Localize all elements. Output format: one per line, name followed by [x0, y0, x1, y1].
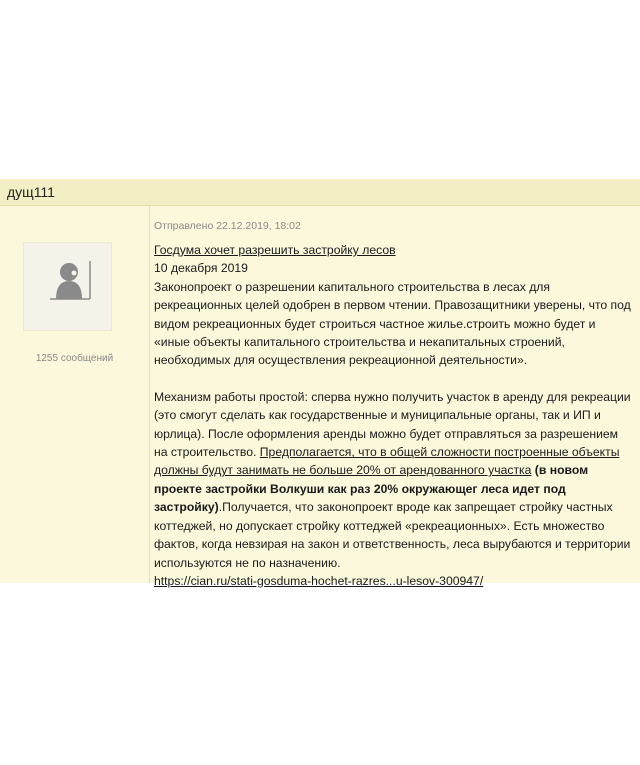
article-date: 10 декабря 2019 [154, 261, 248, 276]
paragraph-2-end: .Получается, что законопроект вроде как запрещает стройку частных коттеджей, но допускает стройку коттеджей «рекреационных». Есть множество фактов, когда невзирая на закон и ответственность, леса вырубаются и территории используются не по назначению. [154, 500, 631, 570]
source-link[interactable]: https://cian.ru/stati-gosduma-hochet-razres...u-lesov-300947/ [154, 573, 484, 588]
avatar[interactable] [23, 242, 112, 331]
username[interactable]: дущ111 [7, 184, 55, 200]
post-content [154, 219, 634, 590]
forum-post [0, 179, 640, 588]
default-user-avatar-icon [24, 243, 111, 330]
post-header [0, 179, 640, 206]
author-panel [0, 206, 150, 583]
paragraph-2 [154, 388, 634, 572]
sent-date: Отправлено 22.12.2019, 18:02 [154, 220, 301, 232]
paragraph-2-start: Механизм работы простой: сперва нужно получить участок в аренду для рекреации (это смогут сделать как государственные и муниципальные органы, так и ИП и юрлица). После оформления аренды можно будет отправляться за разрешением на строительство. [154, 389, 631, 460]
article-title-link[interactable]: Госдума хочет разрешить застройку лесов [154, 243, 396, 257]
paragraph-1: Законопроект о разрешении капитального строительства в лесах для рекреационных целей одобрен в первом чтении. Правозащитники уверены, что под видом рекреационных будет строиться частное жилье.строить можно будет и «иные объекты капитального строительства и некапитальных строений, необходимых для осуществления рекреационной деятельности». [154, 279, 631, 368]
bold-text: (в новом проекте застройки Волкуши как раз 20% окружающег леса идет под застройку) [154, 463, 589, 515]
underlined-text: Предполагается, что в общей сложности построенные объекты должны будут занимать не больше 20% от арендованного участка [154, 445, 620, 478]
message-count: 1255 сообщений [35, 353, 114, 364]
